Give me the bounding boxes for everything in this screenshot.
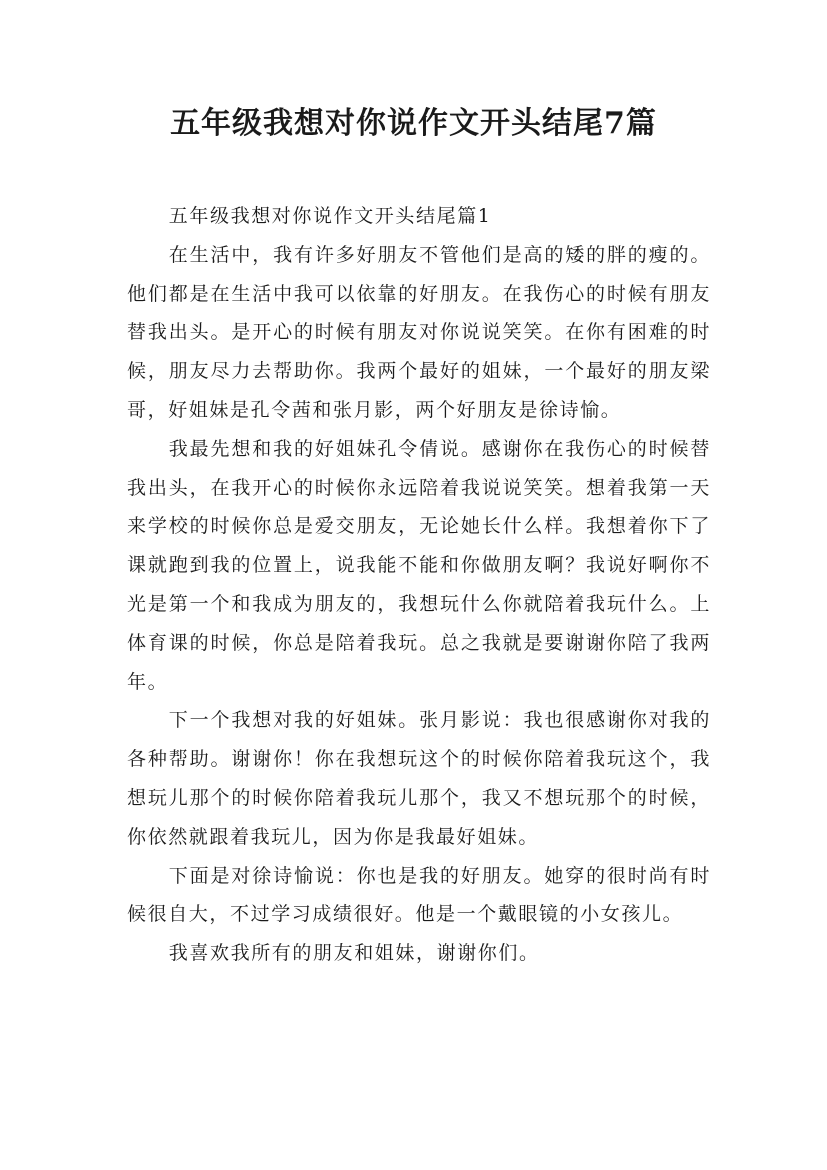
paragraph: 我喜欢我所有的朋友和姐妹，谢谢你们。	[168, 942, 540, 965]
section-heading: 五年级我想对你说作文开头结尾篇1	[168, 205, 492, 227]
document-body	[127, 197, 711, 973]
paragraph: 下面是对徐诗愉说：你也是我的好朋友。她穿的很时尚有时候很自大，不过学习成绩很好。他是一个戴眼镜的小女孩儿。	[127, 864, 711, 926]
document-title: 五年级我想对你说作文开头结尾7篇	[170, 106, 657, 141]
paragraph: 我最先想和我的好姐妹孔令倩说。感谢你在我伤心的时候替我出头，在我开心的时候你永远陪着我说说笑笑。想着我第一天来学校的时候你总是爱交朋友，无论她长什么样。我想着你下了课就跑到我的位置上，说我能不能和你做朋友啊？我说好啊你不光是第一个和我成为朋友的，我想玩什么你就陪着我玩什么。上体育课的时候，你总是陪着我玩。总之我就是要谢谢你陪了我两年。	[127, 437, 711, 693]
paragraph: 下一个我想对我的好姐妹。张月影说：我也很感谢你对我的各种帮助。谢谢你！你在我想玩这个的时候你陪着我玩这个，我想玩儿那个的时候你陪着我玩儿那个，我又不想玩那个的时候，你依然就跟着我玩儿，因为你是我最好姐妹。	[127, 709, 711, 848]
paragraph: 在生活中，我有许多好朋友不管他们是高的矮的胖的瘦的。他们都是在生活中我可以依靠的好朋友。在我伤心的时候有朋友替我出头。是开心的时候有朋友对你说说笑笑。在你有困难的时候，朋友尽力去帮助你。我两个最好的姐妹，一个最好的朋友梁哥，好姐妹是孔令茜和张月影，两个好朋友是徐诗愉。	[127, 243, 711, 421]
